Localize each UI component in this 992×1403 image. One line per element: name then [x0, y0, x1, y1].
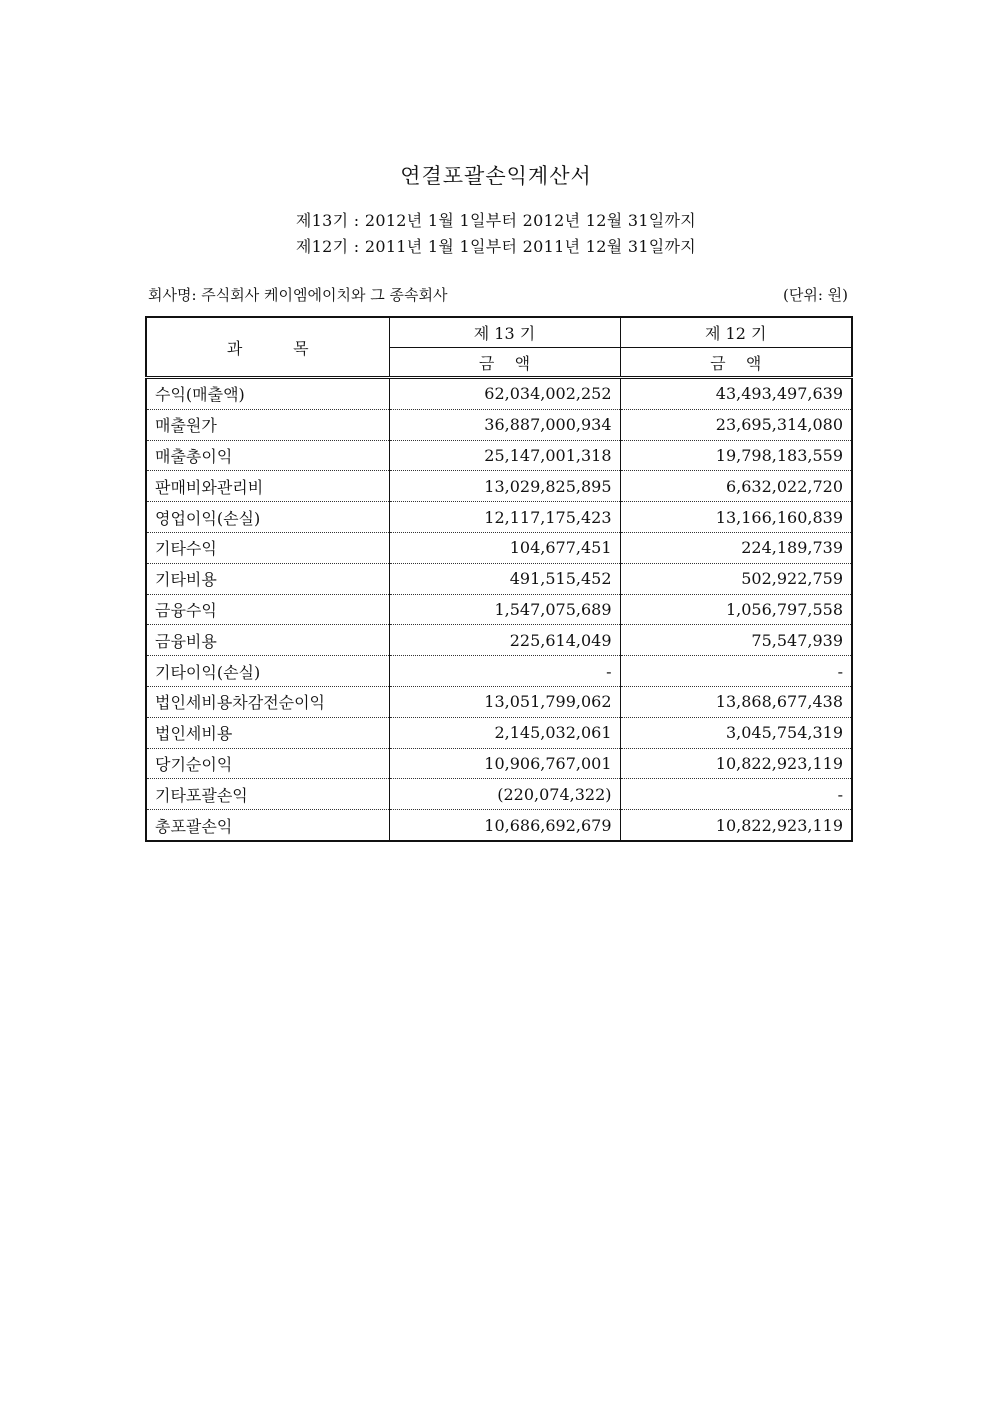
table-row: [146, 656, 852, 687]
table-row: [146, 748, 852, 779]
amount-12: 502,922,759: [620, 563, 852, 594]
amount-13: 1,547,075,689: [389, 594, 620, 625]
table-row: [146, 563, 852, 594]
row-label: 기타포괄손익: [146, 779, 389, 810]
document-title: 연결포괄손익계산서: [400, 164, 592, 188]
amount-13: 62,034,002,252: [389, 378, 620, 410]
table-row: [146, 594, 852, 625]
row-label: 영업이익(손실): [146, 502, 389, 533]
row-label: 총포괄손익: [146, 810, 389, 841]
amount-12: 13,868,677,438: [620, 686, 852, 717]
amount-13: 104,677,451: [389, 532, 620, 563]
amount-12: 75,547,939: [620, 625, 852, 656]
amount-header-13: 금 액: [389, 348, 620, 378]
amount-12: 19,798,183,559: [620, 440, 852, 471]
amount-13: 25,147,001,318: [389, 440, 620, 471]
income-statement-table: [145, 316, 853, 842]
table-row: [146, 532, 852, 563]
company-name: 회사명: 주식회사 케이엠에이치와 그 종속회사: [148, 286, 448, 304]
unit-label: (단위: 원): [783, 286, 848, 304]
table-row: [146, 502, 852, 533]
row-label: 법인세비용차감전순이익: [146, 686, 389, 717]
table-row: [146, 440, 852, 471]
row-label: 법인세비용: [146, 717, 389, 748]
amount-12: 224,189,739: [620, 532, 852, 563]
amount-13: 10,906,767,001: [389, 748, 620, 779]
row-label: 매출총이익: [146, 440, 389, 471]
amount-12: 13,166,160,839: [620, 502, 852, 533]
row-label: 기타이익(손실): [146, 656, 389, 687]
row-label: 매출원가: [146, 409, 389, 440]
table-row: [146, 471, 852, 502]
amount-13: 2,145,032,061: [389, 717, 620, 748]
row-label: 당기순이익: [146, 748, 389, 779]
amount-12: 1,056,797,558: [620, 594, 852, 625]
amount-13: -: [389, 656, 620, 687]
table-row: [146, 378, 852, 410]
amount-13: 13,051,799,062: [389, 686, 620, 717]
table-row: [146, 810, 852, 841]
amount-13: 225,614,049: [389, 625, 620, 656]
amount-12: 10,822,923,119: [620, 810, 852, 841]
amount-13: 13,029,825,895: [389, 471, 620, 502]
amount-13: 10,686,692,679: [389, 810, 620, 841]
row-label: 기타비용: [146, 563, 389, 594]
amount-13: 36,887,000,934: [389, 409, 620, 440]
period-header-12: 제 12 기: [620, 317, 852, 348]
period-header-13: 제 13 기: [389, 317, 620, 348]
subject-header: 과 목: [146, 317, 389, 378]
row-label: 기타수익: [146, 532, 389, 563]
row-label: 금융수익: [146, 594, 389, 625]
row-label: 금융비용: [146, 625, 389, 656]
amount-12: 10,822,923,119: [620, 748, 852, 779]
table-row: [146, 717, 852, 748]
amount-12: 6,632,022,720: [620, 471, 852, 502]
amount-header-12: 금 액: [620, 348, 852, 378]
amount-12: 3,045,754,319: [620, 717, 852, 748]
table-row: [146, 686, 852, 717]
amount-12: 23,695,314,080: [620, 409, 852, 440]
amount-13: 491,515,452: [389, 563, 620, 594]
row-label: 수익(매출액): [146, 378, 389, 410]
amount-12: -: [620, 779, 852, 810]
table-row: [146, 409, 852, 440]
amount-13: (220,074,322): [389, 779, 620, 810]
amount-12: -: [620, 656, 852, 687]
table-row: [146, 625, 852, 656]
table-row: [146, 779, 852, 810]
amount-12: 43,493,497,639: [620, 378, 852, 410]
period-line-12: 제12기 : 2011년 1월 1일부터 2011년 12월 31일까지: [295, 237, 697, 256]
period-line-13: 제13기 : 2012년 1월 1일부터 2012년 12월 31일까지: [295, 211, 697, 230]
amount-13: 12,117,175,423: [389, 502, 620, 533]
row-label: 판매비와관리비: [146, 471, 389, 502]
